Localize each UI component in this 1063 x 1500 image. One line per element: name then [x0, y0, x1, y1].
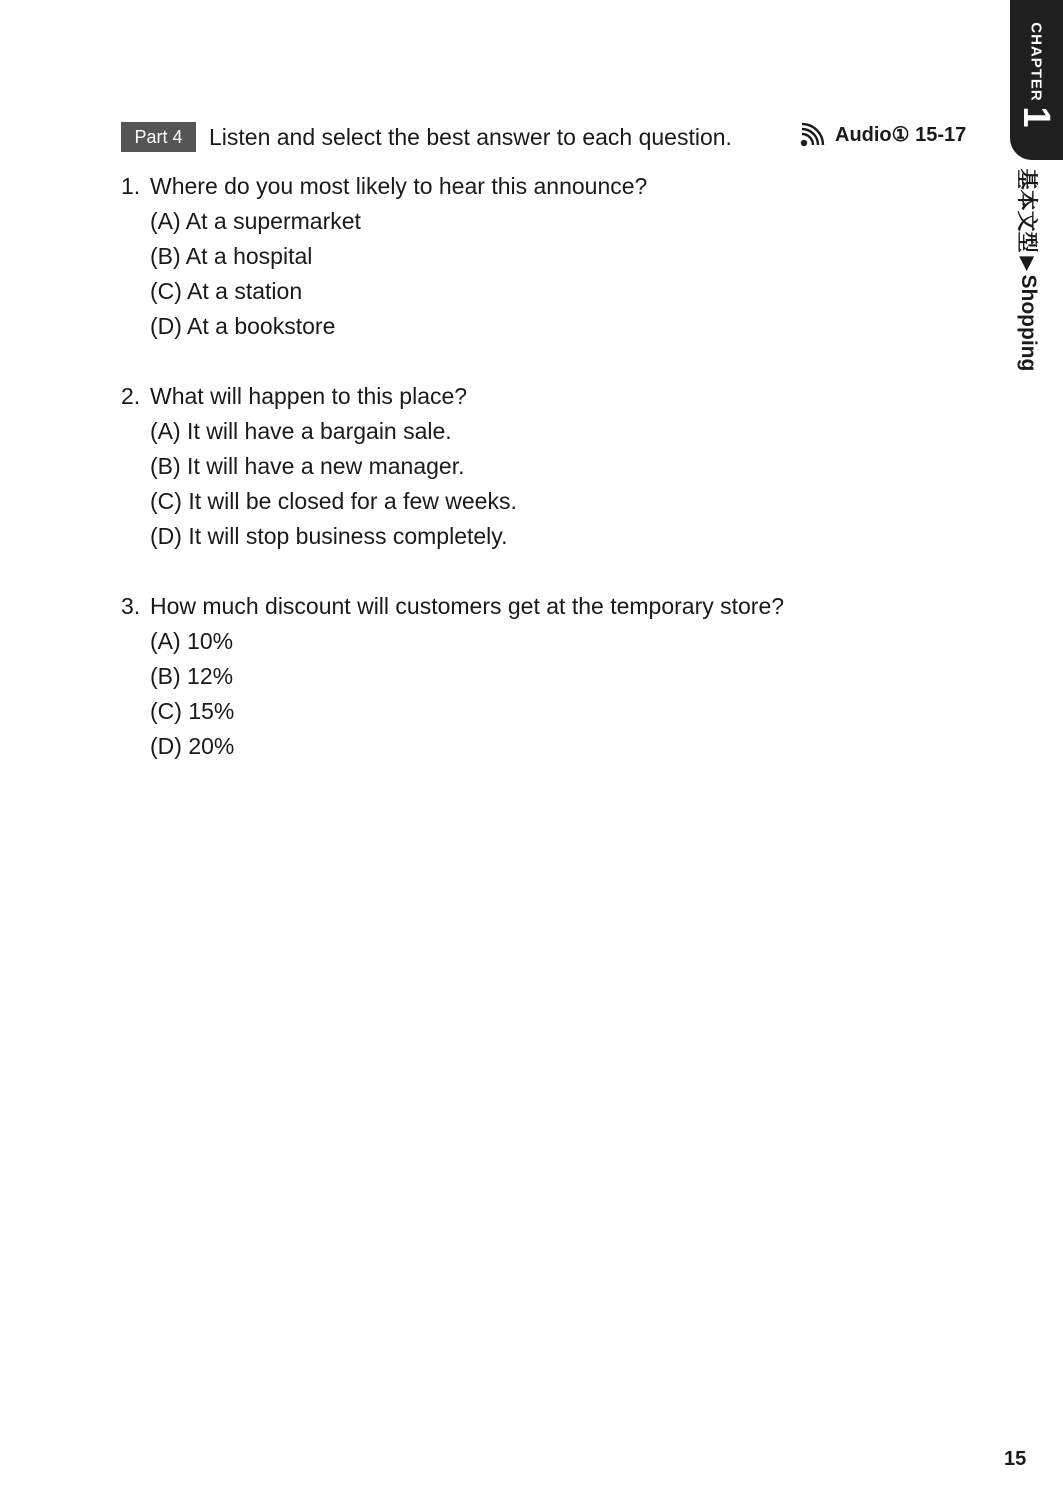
- instruction-text: Listen and select the best answer to each question.: [209, 124, 732, 150]
- answer-option: (D) 20%: [150, 733, 235, 759]
- question-stem: [121, 169, 981, 204]
- question-text: What will happen to this place?: [150, 383, 468, 409]
- answer-option: (B) At a hospital: [150, 243, 313, 269]
- chapter-number: 1: [1015, 106, 1057, 128]
- answer-option: (C) It will be closed for a few weeks.: [150, 488, 517, 514]
- answer-option: (C) 15%: [150, 698, 235, 724]
- answer-options: [121, 414, 981, 554]
- question-3: [121, 589, 981, 764]
- question-text: How much discount will customers get at the temporary store?: [150, 593, 785, 619]
- answer-option: (D) It will stop business completely.: [150, 523, 508, 549]
- section-title: [1013, 169, 1043, 372]
- question-number: 2.: [121, 383, 141, 409]
- answer-option: (A) 10%: [150, 628, 234, 654]
- answer-option: (D) At a bookstore: [150, 313, 336, 339]
- question-stem: [121, 589, 981, 624]
- question-number: 1.: [121, 173, 141, 199]
- question-1: [121, 169, 981, 344]
- answer-option: (A) At a supermarket: [150, 208, 361, 234]
- answer-option: (B) It will have a new manager.: [150, 453, 465, 479]
- question-text: Where do you most likely to hear this announce?: [150, 173, 648, 199]
- answer-option: (A) It will have a bargain sale.: [150, 418, 452, 444]
- question-number: 3.: [121, 593, 141, 619]
- page-number: 15: [1004, 1448, 1027, 1470]
- section-title-jp: 基本文型: [1015, 168, 1038, 253]
- part-badge: Part 4: [121, 122, 196, 152]
- answer-options: [121, 624, 981, 764]
- question-2: [121, 379, 981, 554]
- answer-option: (C) At a station: [150, 278, 303, 304]
- question-list: [121, 169, 981, 799]
- answer-options: [121, 204, 981, 344]
- audio-label: Audio① 15-17: [835, 123, 967, 146]
- answer-option: (B) 12%: [150, 663, 234, 689]
- part-header: [121, 122, 967, 154]
- chapter-label: CHAPTER: [1027, 22, 1045, 102]
- triangle-arrow-icon: ▶: [1018, 256, 1039, 271]
- section-title-en: Shopping: [1017, 274, 1040, 372]
- audio-signal-icon: [799, 120, 827, 148]
- question-stem: [121, 379, 981, 414]
- audio-reference: [799, 120, 966, 148]
